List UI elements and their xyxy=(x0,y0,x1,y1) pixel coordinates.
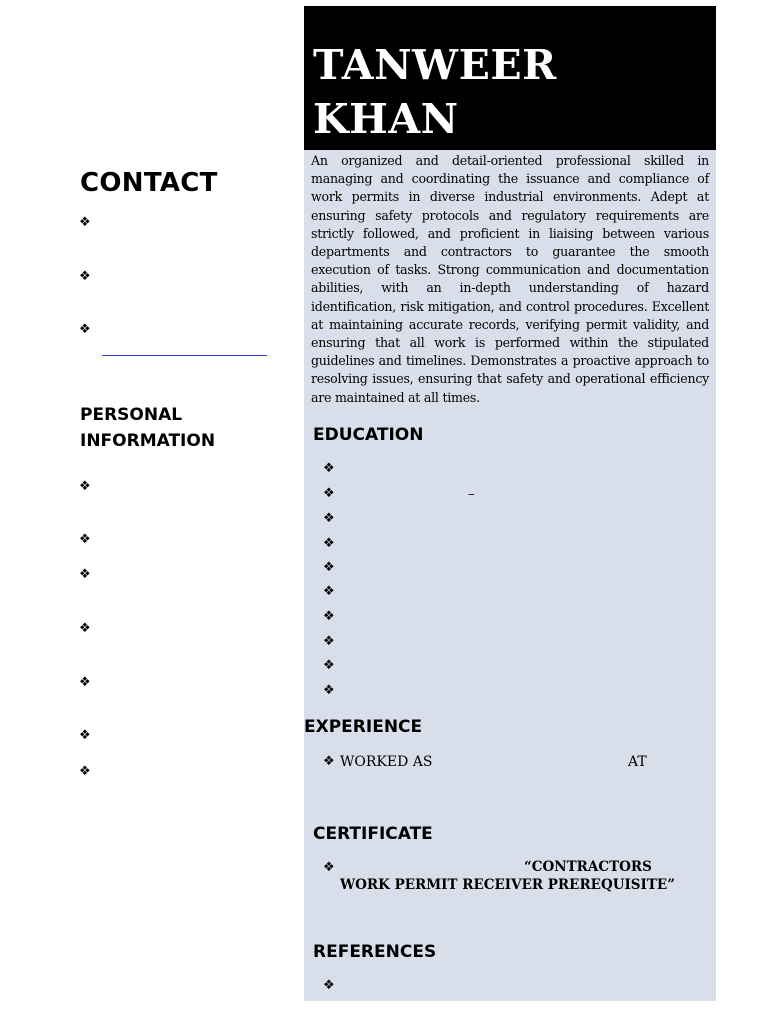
certificate-heading: CERTIFICATE xyxy=(313,824,433,844)
certificate-line1: “CONTRACTORS xyxy=(524,859,652,875)
education-bullet-5: ❖ xyxy=(323,560,335,575)
education-dash: – xyxy=(468,487,475,502)
certificate-line2: WORK PERMIT RECEIVER PREREQUISITE” xyxy=(340,877,675,893)
profile-summary: An organized and detail-oriented professional skilled in managing and coordinating the issuance and compliance of work permits in diverse industrial environments. Adept at ensuring safety protocols and regulatory requirements are strictly followed, and proficient in liaising between various departments and contractors to guarantee the smooth execution of tasks. Strong communication and documentation abilities, with an in-depth understanding of hazard identification, risk mitigation, and control procedures. Excellent at maintaining accurate records, verifying permit validity, and ensuring that all work is performed within the stipulated guidelines and timelines. Demonstrates a proactive approach to resolving issues, ensuring that safety and operational efficiency are maintained at all times. xyxy=(311,153,709,405)
name-line2: KHAN xyxy=(313,95,459,143)
email-link-underline[interactable] xyxy=(102,355,267,356)
left-column xyxy=(0,0,300,1024)
personal-bullet-7: ❖ xyxy=(79,764,91,779)
education-bullet-9: ❖ xyxy=(323,658,335,673)
personal-info-heading xyxy=(80,402,215,454)
education-bullet-4: ❖ xyxy=(323,536,335,551)
name-header xyxy=(304,6,716,150)
right-panel xyxy=(304,6,716,1001)
education-bullet-10: ❖ xyxy=(323,683,335,698)
education-bullet-2: ❖ xyxy=(323,486,335,501)
certificate-bullet: ❖ xyxy=(323,860,335,875)
personal-heading-line1: PERSONAL xyxy=(80,405,183,425)
name-line1: TANWEER xyxy=(313,41,557,89)
contact-bullet-2: ❖ xyxy=(79,269,91,284)
education-bullet-7: ❖ xyxy=(323,609,335,624)
references-heading: REFERENCES xyxy=(313,942,437,962)
personal-bullet-6: ❖ xyxy=(79,728,91,743)
education-bullet-6: ❖ xyxy=(323,584,335,599)
personal-bullet-4: ❖ xyxy=(79,621,91,636)
experience-worked-as: WORKED AS xyxy=(340,754,433,770)
references-bullet: ❖ xyxy=(323,978,335,993)
candidate-name xyxy=(313,38,557,146)
experience-at: AT xyxy=(628,754,647,770)
personal-bullet-5: ❖ xyxy=(79,675,91,690)
personal-bullet-1: ❖ xyxy=(79,479,91,494)
personal-heading-line2: INFORMATION xyxy=(80,431,216,451)
education-bullet-1: ❖ xyxy=(323,461,335,476)
contact-heading: CONTACT xyxy=(80,168,218,198)
personal-bullet-2: ❖ xyxy=(79,532,91,547)
experience-heading: EXPERIENCE xyxy=(304,717,423,737)
contact-bullet-1: ❖ xyxy=(79,215,91,230)
education-heading: EDUCATION xyxy=(313,425,424,445)
experience-bullet: ❖ xyxy=(323,754,335,769)
contact-bullet-3: ❖ xyxy=(79,322,91,337)
personal-bullet-3: ❖ xyxy=(79,567,91,582)
education-bullet-8: ❖ xyxy=(323,634,335,649)
education-bullet-3: ❖ xyxy=(323,511,335,526)
